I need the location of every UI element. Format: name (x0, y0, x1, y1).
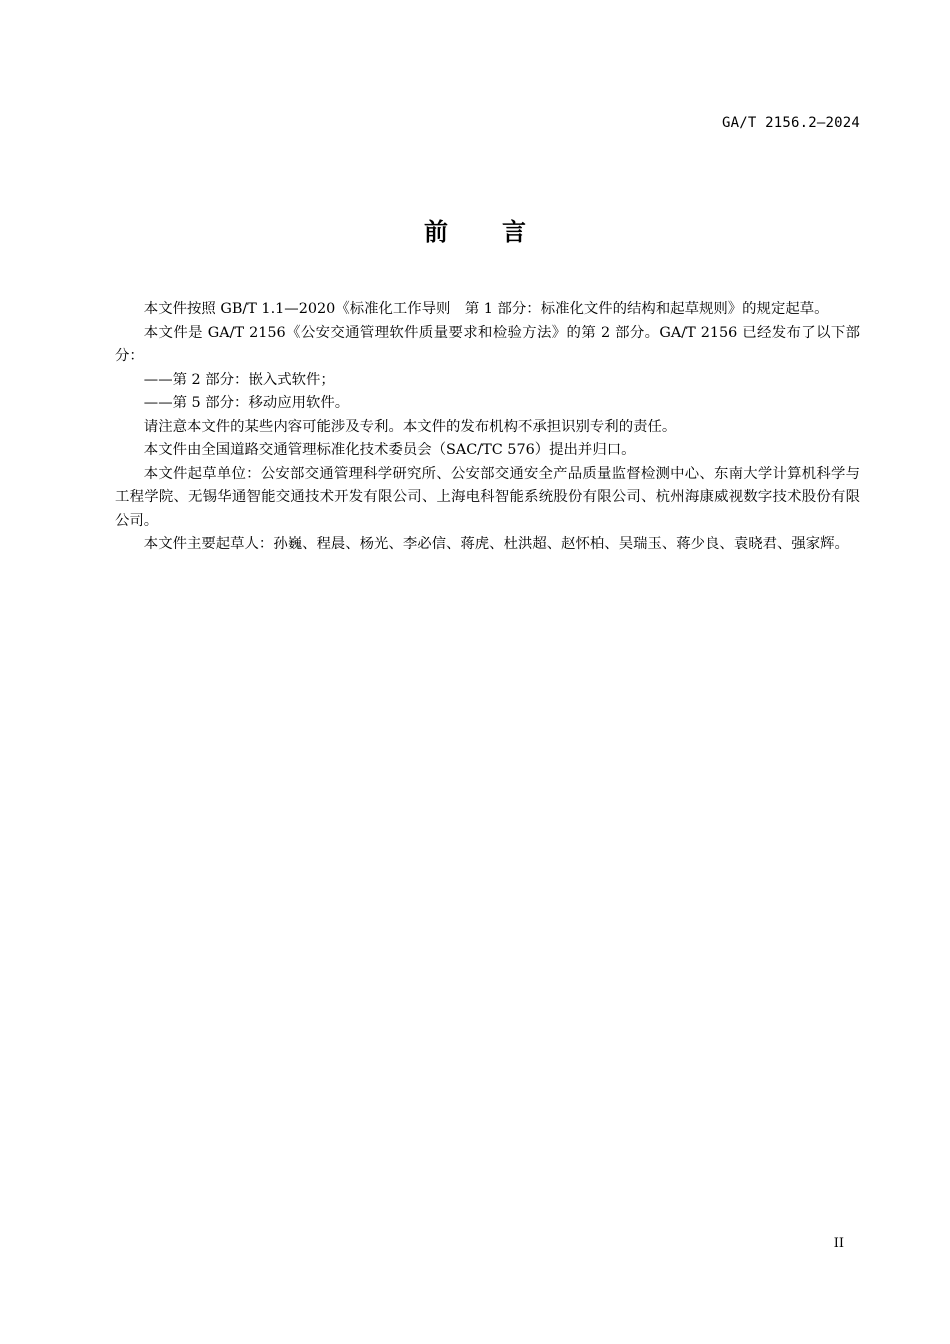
list-item-part-2: ——第 2 部分：嵌入式软件； (143, 371, 335, 388)
paragraph-drafting-rules: 本文件按照 GB/T 1.1—2020《标准化工作导则 第 1 部分：标准化文件的结构和起草规则》的规定起草。 (143, 301, 829, 317)
document-code: GA/T 2156.2—2024 (721, 115, 860, 131)
page-number: II (833, 1236, 844, 1251)
paragraph-drafting-units: 本文件起草单位：公安部交通管理科学研究所、公安部交通安全产品质量监督检测中心、东南大学计算机科学与工程学院、无锡华通智能交通技术开发有限公司、上海电科智能系统股份有限公司、杭州海康威视数字技术股份有限公司。 (115, 465, 860, 529)
paragraph-drafters: 本文件主要起草人：孙巍、程晨、杨光、李必信、蒋虎、杜洪超、赵怀柏、吴瑞玉、蒋少良、袁晓君、强家辉。 (143, 536, 849, 552)
paragraph-patent-notice: 请注意本文件的某些内容可能涉及专利。本文件的发布机构不承担识别专利的责任。 (143, 418, 677, 435)
foreword-body (115, 298, 860, 557)
page-title: 前言 (424, 218, 580, 246)
paragraph-series-parts: 本文件是 GA/T 2156《公安交通管理软件质量要求和检验方法》的第 2 部分。GA/T 2156 已经发布了以下部分： (115, 324, 860, 364)
paragraph-proposed-by: 本文件由全国道路交通管理标准化技术委员会（SAC/TC 576）提出并归口。 (143, 442, 636, 458)
list-item-part-5: ——第 5 部分：移动应用软件。 (143, 395, 350, 411)
